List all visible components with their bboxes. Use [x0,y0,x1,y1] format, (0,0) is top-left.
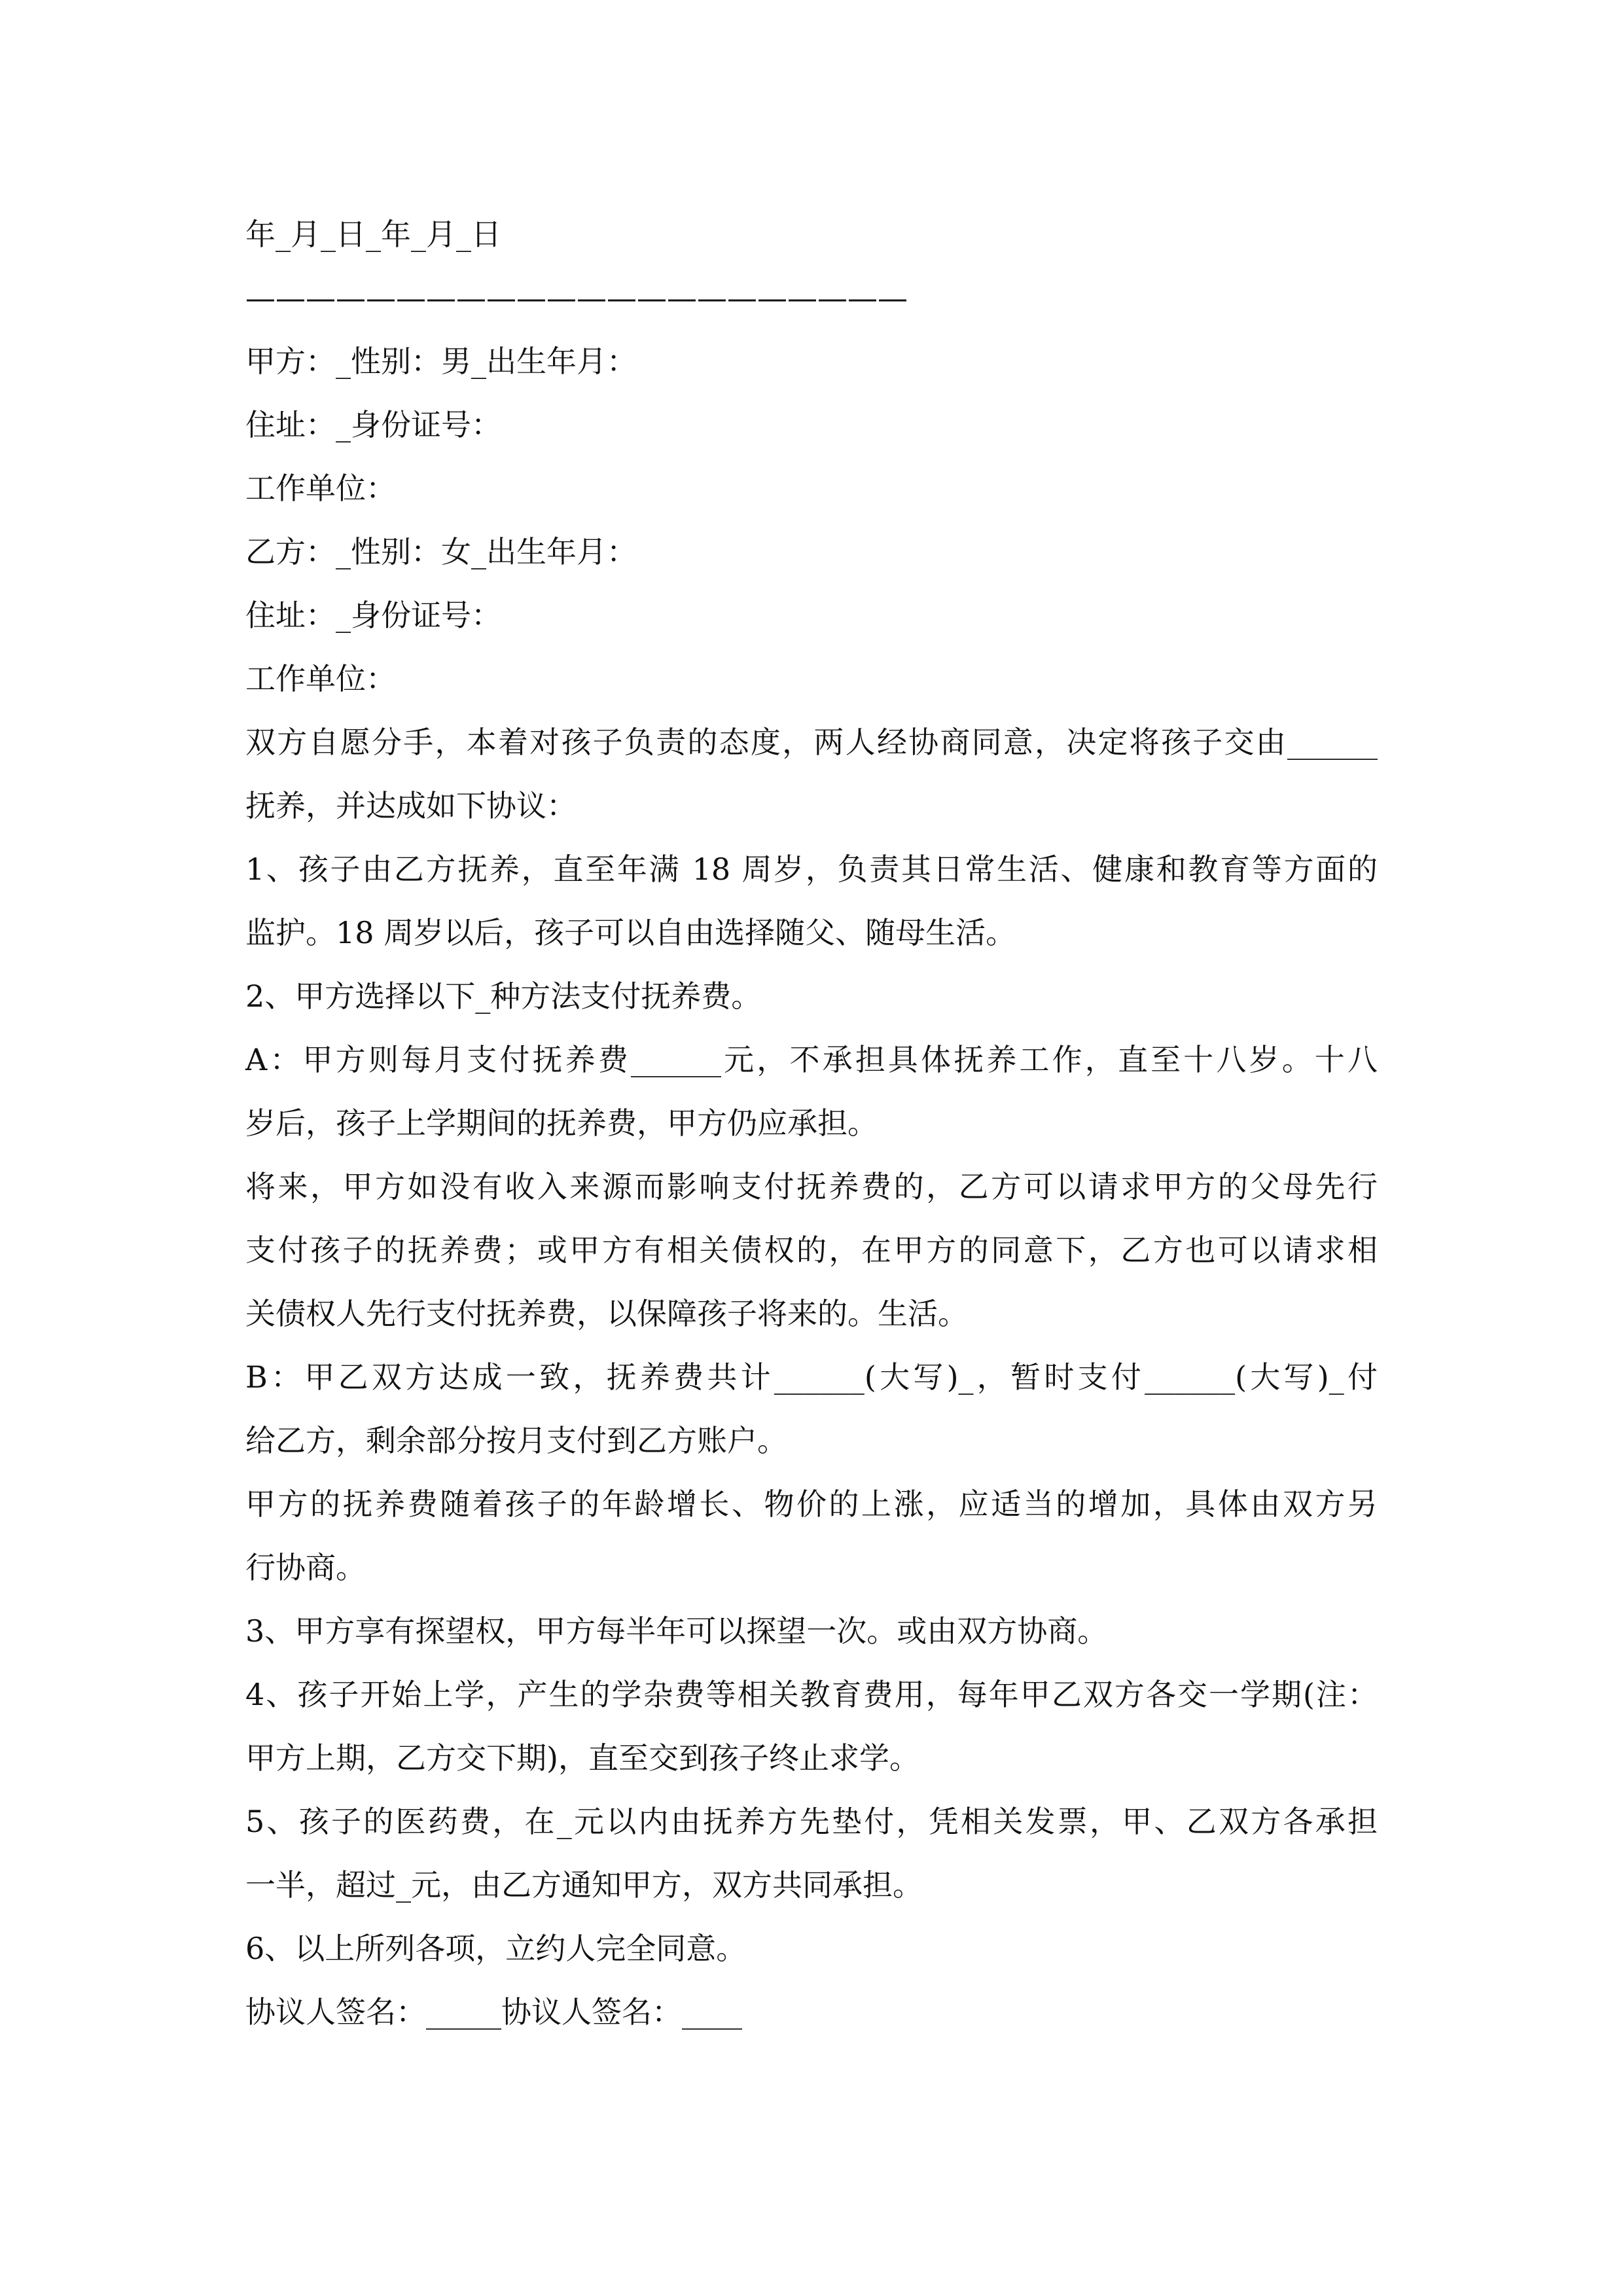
increase-line-1: 甲方的抚养费随着孩子的年龄增长、物价的上涨，应适当的增加，具体由双方另 [245,1486,1378,1522]
clause-2a-line-1: A：甲方则每月支付抚养费______元，不承担具体抚养工作，直至十八岁。十八 [245,1042,1378,1077]
future-line-2: 支付孩子的抚养费；或甲方有相关债权的，在甲方的同意下，乙方也可以请求相 [245,1232,1378,1268]
clause-4-line-1: 4、孩子开始上学，产生的学杂费等相关教育费用，每年甲乙双方各交一学期(注： [245,1677,1378,1712]
party-b-line-1: 乙方：_性别：女_出生年月： [245,534,637,569]
party-a-line-1: 甲方：_性别：男_出生年月： [245,344,637,379]
clause-3-line-1: 3、甲方享有探望权，甲方每半年可以探望一次。或由双方协商。 [245,1613,1108,1649]
intro-line-2: 抚养，并达成如下协议： [245,788,577,823]
clause-6-line-1: 6、以上所列各项，立约人完全同意。 [245,1931,747,1966]
clause-4-line-2: 甲方上期，乙方交下期)，直至交到孩子终止求学。 [245,1740,919,1776]
party-b-line-3: 工作单位： [245,661,396,696]
clause-1-line-2: 监护。18 周岁以后，孩子可以自由选择随父、随母生活。 [245,915,1016,950]
document-body [245,203,1378,2044]
clause-2-line-1: 2、甲方选择以下_种方法支付抚养费。 [245,978,762,1014]
clause-2b-line-1: B：甲乙双方达成一致，抚养费共计______(大写)_，暂时支付______(大写)_付 [245,1359,1378,1395]
party-a-line-3: 工作单位： [245,471,396,506]
clause-5-line-2: 一半，超过_元，由乙方通知甲方，双方共同承担。 [245,1867,923,1903]
signature-line: 协议人签名：_____协议人签名：____ [245,1994,742,2030]
clause-5-line-1: 5、孩子的医药费，在_元以内由抚养方先垫付，凭相关发票，甲、乙双方各承担 [245,1804,1378,1839]
future-line-3: 关债权人先行支付抚养费，以保障孩子将来的。生活。 [245,1296,968,1331]
increase-line-2: 行协商。 [245,1550,366,1585]
separator-line: —————————————————————— [245,280,908,315]
clause-1-line-1: 1、孩子由乙方抚养，直至年满 18 周岁，负责其日常生活、健康和教育等方面的 [245,852,1378,887]
party-a-line-2: 住址：_身份证号： [245,407,501,442]
intro-line-1: 双方自愿分手，本着对孩子负责的态度，两人经协商同意，决定将孩子交由______ [245,725,1378,760]
future-line-1: 将来，甲方如没有收入来源而影响支付抚养费的，乙方可以请求甲方的父母先行 [245,1169,1378,1204]
party-b-line-2: 住址：_身份证号： [245,598,501,633]
date-line: 年_月_日_年_月_日 [245,217,501,252]
clause-2b-line-2: 给乙方，剩余部分按月支付到乙方账户。 [245,1423,787,1458]
clause-2a-line-2: 岁后，孩子上学期间的抚养费，甲方仍应承担。 [245,1105,878,1141]
